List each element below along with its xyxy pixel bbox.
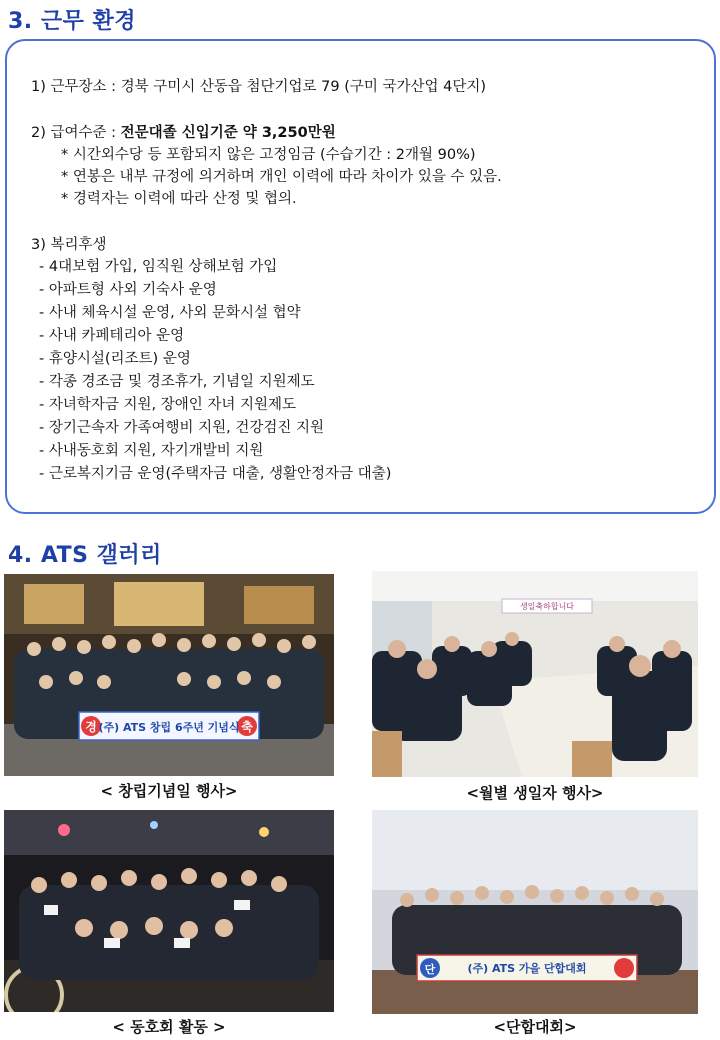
photo-anniversary-event [4,574,334,776]
welfare-label: 3) 복리후생 [31,237,107,253]
welfare-item: - 근로복지기금 운영(주택자금 대출, 생활안정자금 대출) [39,466,392,482]
work-environment-box [5,39,716,514]
welfare-item: - 장기근속자 가족여행비 지원, 건강검진 지원 [39,420,325,436]
banner-text-main: (주) ATS 가을 단합대회 [467,962,587,975]
caption-club: < 동호회 활동 > [112,1018,226,1036]
work-location: 1) 근무장소 : 경북 구미시 산동읍 첨단기업로 79 (구미 국가산업 4단지) [31,79,487,95]
welfare-item: - 사내 카페테리아 운영 [39,328,185,344]
caption-team-building: <단합대회> [493,1018,577,1036]
photo-club-activity [4,810,334,1012]
welfare-item: - 각종 경조금 및 경조휴가, 기념일 지원제도 [39,374,315,390]
banner-birthday: 생일축하합니다 [519,602,575,611]
photo-team-building [372,810,698,1014]
welfare-item: - 사내 체육시설 운영, 사외 문화시설 협약 [39,305,301,321]
welfare-item: - 아파트형 사외 기숙사 운영 [39,282,217,298]
welfare-item: - 4대보험 가입, 임직원 상해보험 가입 [39,259,278,275]
salary-note: * 연봉은 내부 규정에 의거하며 개인 이력에 따라 차이가 있을 수 있음. [61,169,502,185]
caption-birthday: <월별 생일자 행사> [466,784,604,802]
welfare-item: - 사내동호회 지원, 자기개발비 지원 [39,443,264,459]
salary-label: 2) 급여수준 : [31,125,121,141]
banner-text-right: 축 [241,720,253,734]
salary-note: * 경력자는 이력에 따라 산정 및 협의. [61,191,297,207]
welfare-item: - 자녀학자금 지원, 장애인 자녀 지원제도 [39,397,296,413]
caption-anniversary: < 창립기념일 행사> [100,782,238,800]
welfare-item: - 휴양시설(리조트) 운영 [39,351,191,367]
salary-value: 전문대졸 신입기준 약 3,250만원 [120,125,336,141]
photo-birthday-event [372,571,698,777]
banner-text-main: (주) ATS 창립 6주년 기념식 [98,721,240,734]
banner-text-left: 경 [85,720,97,734]
salary-line [31,121,336,142]
section-title-gallery: 4. ATS 갤러리 [8,543,162,568]
section-title-work-environment: 3. 근무 환경 [8,9,136,34]
salary-note: * 시간외수당 등 포함되지 않은 고정임금 (수습기간 : 2개월 90%) [61,147,476,163]
banner-text-left: 단 [424,963,436,976]
